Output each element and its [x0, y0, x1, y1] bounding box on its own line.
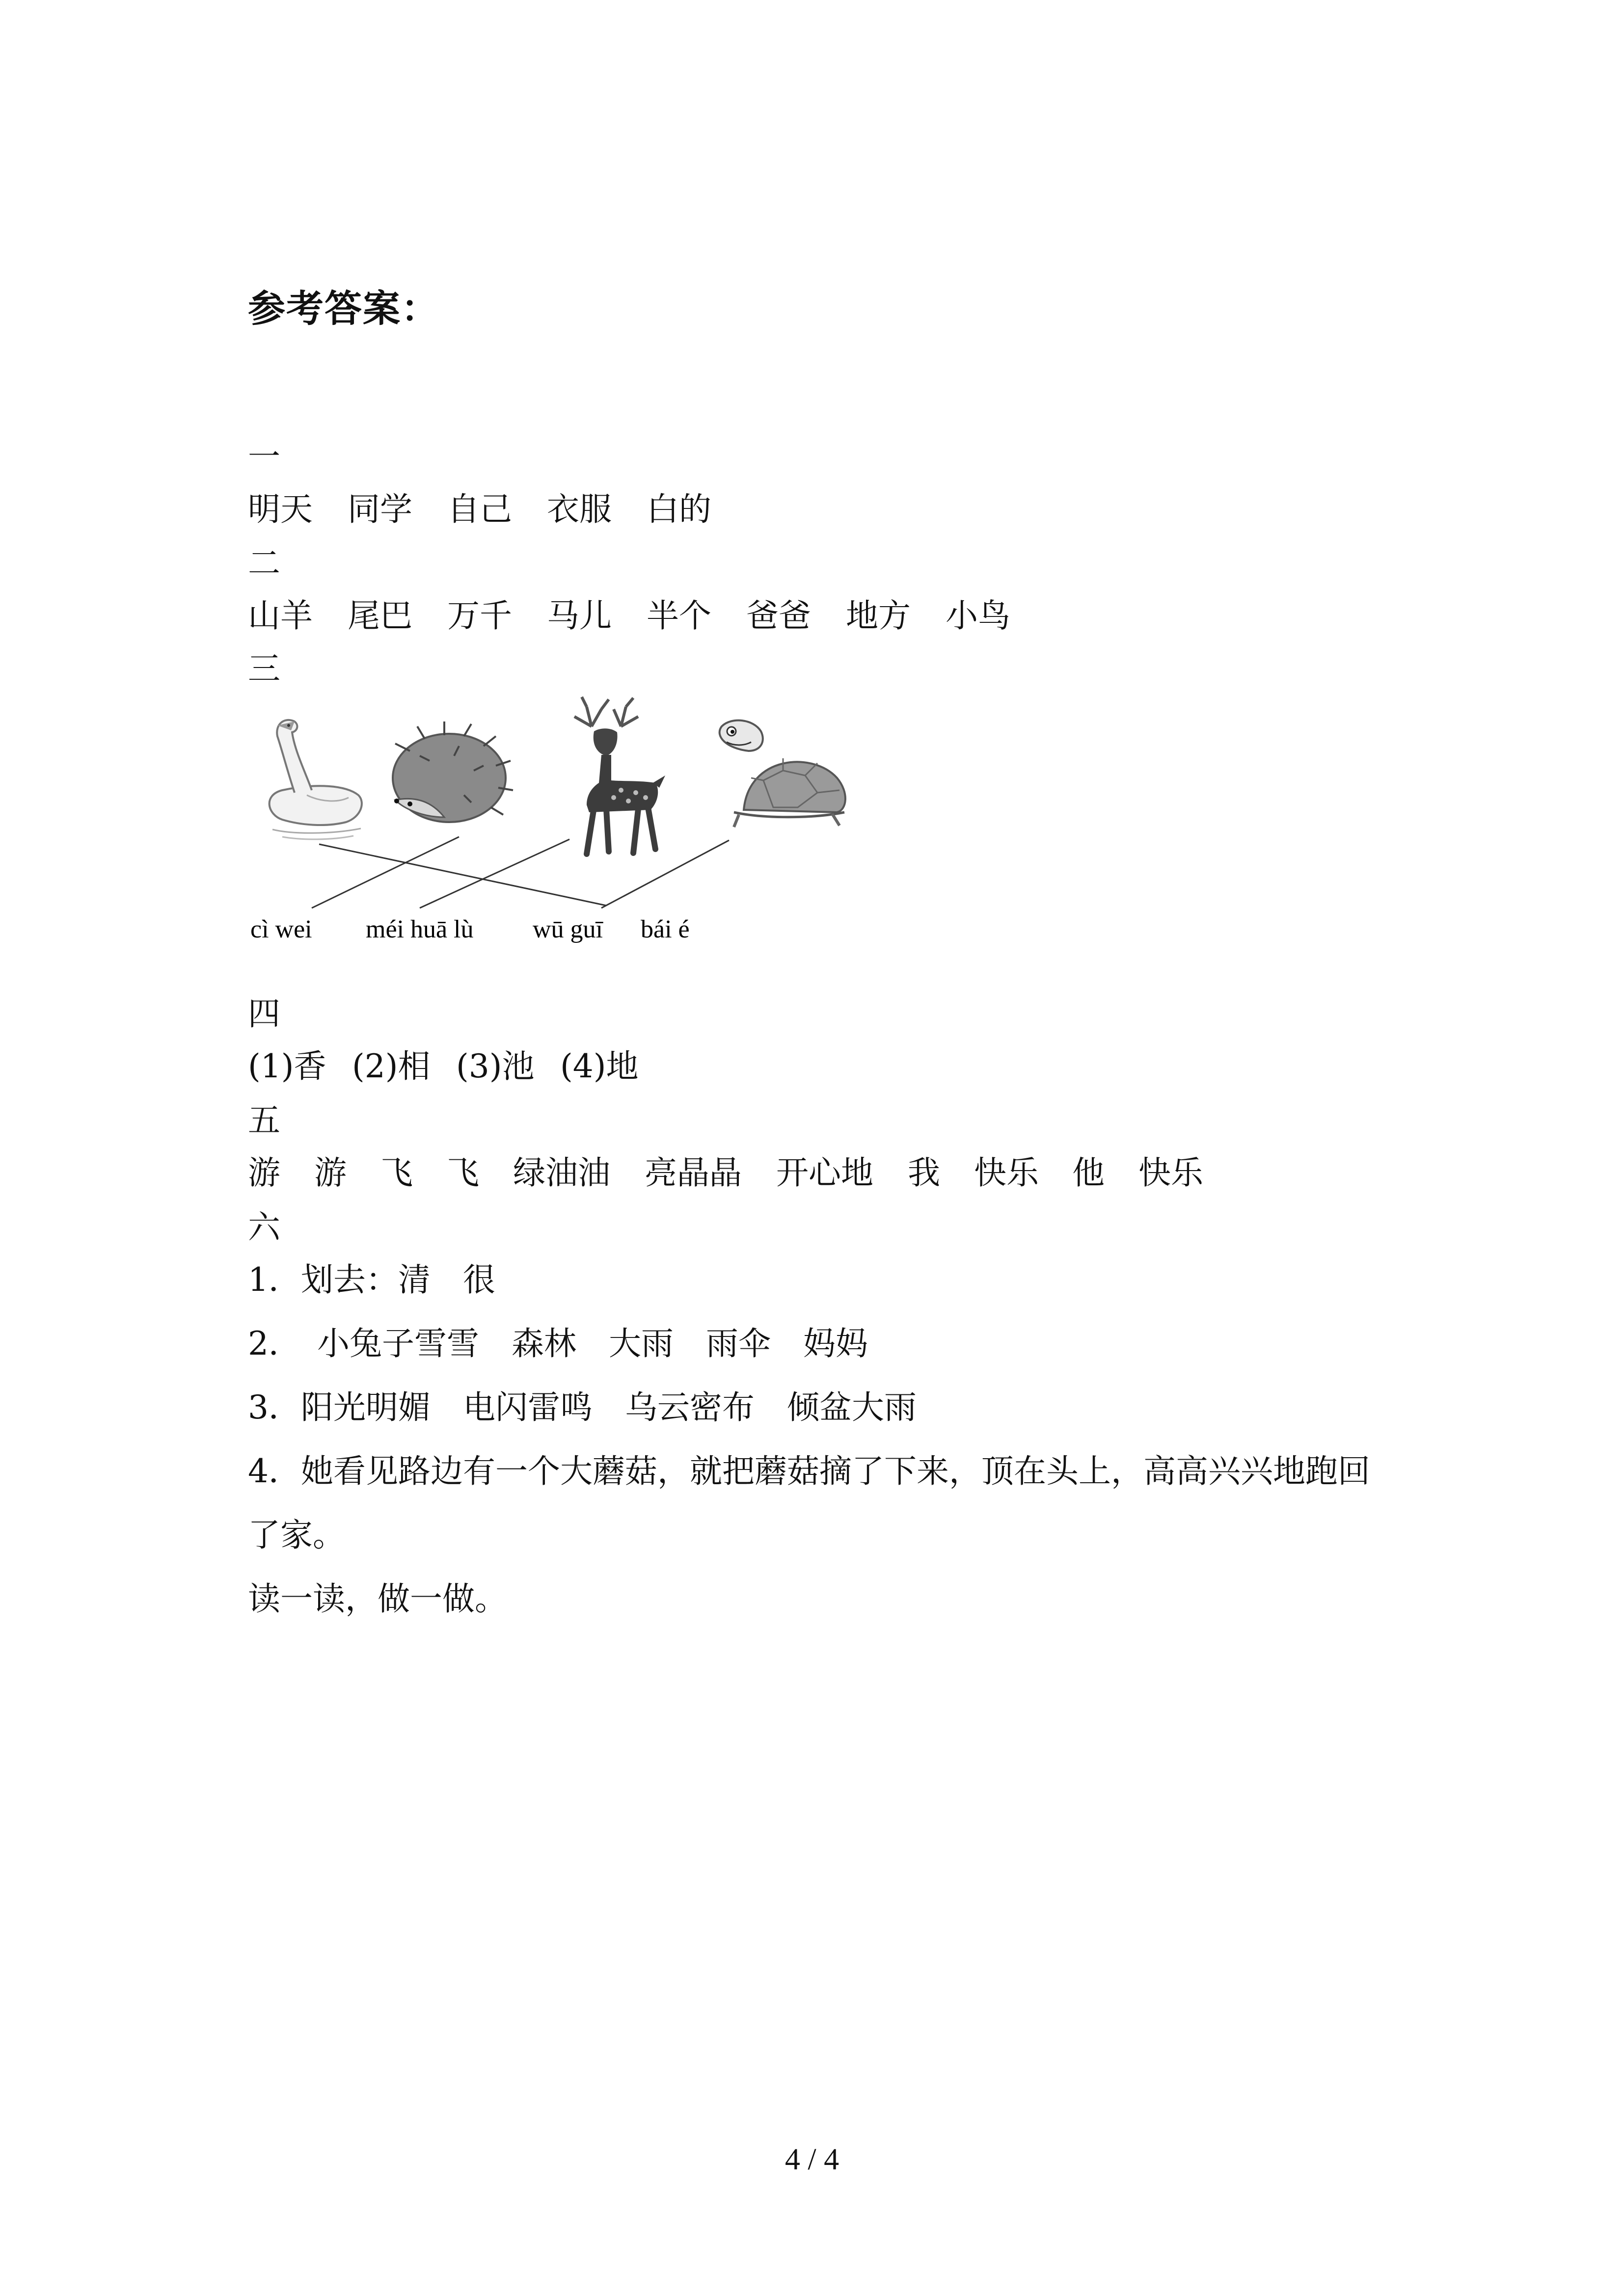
answer-word: 山羊: [248, 597, 313, 635]
answer-word: (4)地: [560, 1047, 639, 1085]
match-line-deer: [420, 839, 569, 908]
deer-icon: [574, 697, 665, 854]
section-2-label: 二: [248, 544, 280, 582]
section-6-tail: 读一读，做一做。: [248, 1580, 507, 1618]
section-6-q4-line1: 4．她看见路边有一个大蘑菇，就把蘑菇摘了下来，顶在头上，高高兴兴地跑回: [248, 1452, 1370, 1490]
answer-word: 马儿: [547, 597, 612, 635]
match-line-swan: [319, 844, 606, 906]
answer-word: (3)池: [456, 1047, 535, 1085]
answer-word: 明天: [248, 490, 313, 528]
answer-word: 地方: [846, 597, 911, 635]
match-line-turtle: [601, 840, 729, 908]
answer-word: (1)香: [248, 1047, 326, 1085]
section-5-label: 五: [248, 1101, 280, 1139]
section-3-label: 三: [248, 650, 280, 688]
section-6-q1: 1．划去：清 很: [248, 1261, 495, 1299]
answer-word: 小鸟: [946, 597, 1010, 635]
answer-word: 快乐: [1138, 1154, 1203, 1192]
answer-word: 开心地: [776, 1154, 873, 1192]
answer-word: 亮晶晶: [645, 1154, 742, 1192]
section-4-answers: [248, 1047, 639, 1085]
answer-word: 爸爸: [746, 597, 811, 635]
answer-word: 飞: [447, 1154, 479, 1192]
answer-word: 我: [908, 1154, 940, 1192]
answer-word: 他: [1072, 1154, 1105, 1192]
section-6-q4-line2: 了家。: [248, 1516, 345, 1554]
pinyin-label: bái é: [641, 915, 690, 943]
section-4-label: 四: [248, 995, 280, 1033]
answer-word: (2)相: [352, 1047, 431, 1085]
section-1-label: 一: [248, 438, 280, 476]
answer-word: 同学: [348, 490, 412, 528]
match-lines: [312, 837, 729, 908]
page-title: 参考答案：: [248, 287, 439, 330]
swan-icon: [270, 720, 362, 839]
page-number: 4 / 4: [785, 2143, 839, 2176]
pinyin-label: cì wei: [250, 915, 312, 943]
answer-word: 游: [248, 1154, 280, 1192]
pinyin-label: méi huā lù: [366, 915, 474, 943]
answer-word: 万千: [447, 597, 512, 635]
pinyin-label: wū guī: [533, 915, 603, 943]
hedgehog-icon: [393, 721, 513, 822]
answer-word: 尾巴: [348, 597, 412, 635]
section-1-answers: [248, 490, 711, 528]
answer-word: 绿油油: [513, 1154, 610, 1192]
section-5-answers: [248, 1154, 1203, 1192]
section-6-q2: 2． 小兔子雪雪 森林 大雨 雨伞 妈妈: [248, 1325, 868, 1362]
answer-word: 游: [314, 1154, 347, 1192]
matching-figure: [248, 697, 857, 952]
answer-word: 快乐: [974, 1154, 1039, 1192]
answer-word: 半个: [647, 597, 711, 635]
answer-word: 衣服: [547, 490, 612, 528]
answer-word: 自己: [447, 490, 512, 528]
section-6-q3: 3．阳光明媚 电闪雷鸣 乌云密布 倾盆大雨: [248, 1388, 917, 1426]
turtle-icon: [720, 721, 845, 827]
section-2-answers: [248, 597, 1010, 635]
answer-word: 飞: [380, 1154, 413, 1192]
answer-word: 白的: [647, 490, 711, 528]
section-6-label: 六: [248, 1208, 280, 1246]
